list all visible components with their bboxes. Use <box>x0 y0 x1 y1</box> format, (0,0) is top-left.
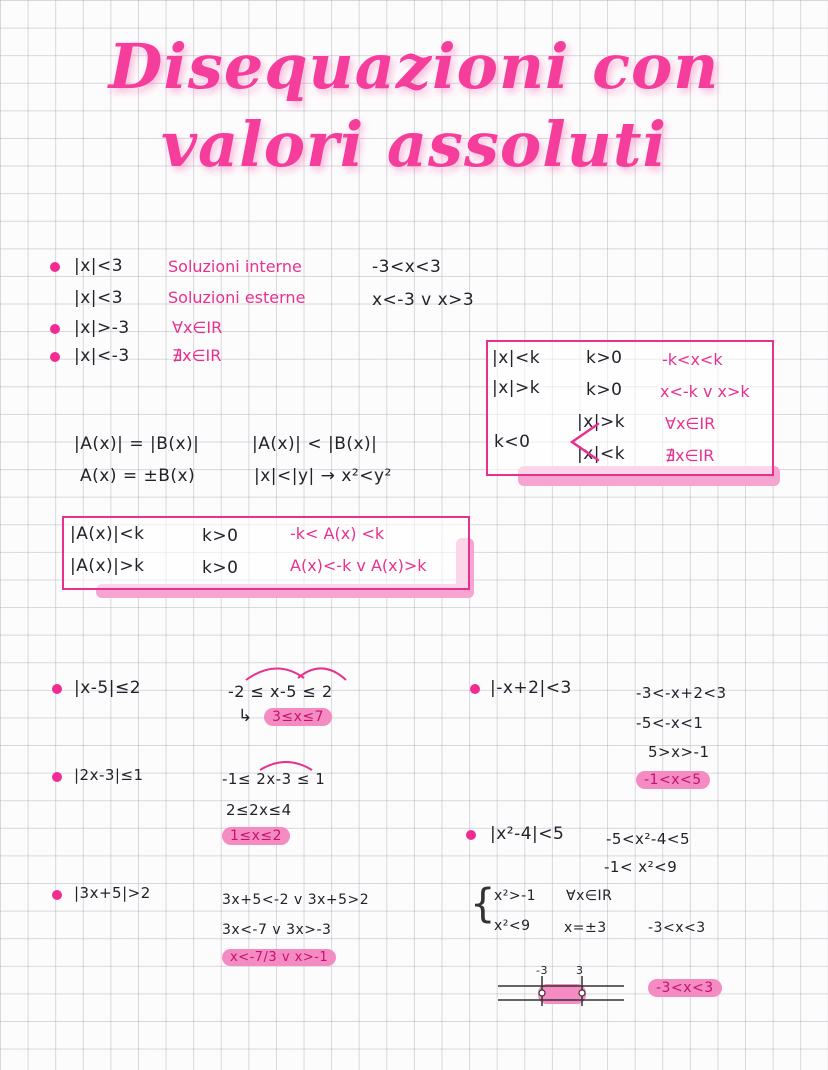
example-5-system-eq-1-result: ∀x∈IR <box>566 888 613 904</box>
compare-abs-line-2: |x|<|y| → x²<y² <box>254 466 392 486</box>
k-box-r2-solution: x<-k v x>k <box>660 382 750 401</box>
a-box-r2-inequality: |A(x)|>k <box>70 556 145 576</box>
case-1-inequality: |x|<3 <box>74 256 124 276</box>
k-box-r1-condition: k>0 <box>586 348 623 368</box>
number-line-tick-label-right: 3 <box>576 964 584 977</box>
equal-abs-line-2: A(x) = ±B(x) <box>80 466 196 486</box>
number-line-point-right <box>579 990 585 996</box>
case-3-inequality: |x|>-3 <box>74 318 130 338</box>
case-2-label: Soluzioni esterne <box>168 288 306 307</box>
k-box-r1-inequality: |x|<k <box>492 348 541 368</box>
k-box-k-negative: k<0 <box>494 432 531 452</box>
example-5-step-2: -1< x²<9 <box>604 858 678 876</box>
page-title-line-2: valori assoluti <box>160 108 668 181</box>
example-1-arrow: ↳ <box>238 706 253 726</box>
number-line-point-left <box>539 990 545 996</box>
example-5-inequality: |x²-4|<5 <box>490 824 565 844</box>
example-2-solution: 1≤x≤2 <box>222 827 290 845</box>
example-2-arc <box>260 762 312 770</box>
example-3-step-2: 3x<-7 v 3x>-3 <box>222 922 332 938</box>
example-3-inequality: |3x+5|>2 <box>74 884 151 902</box>
example-5-system-solution: -3<x<3 <box>648 920 706 936</box>
example-4-inequality: |-x+2|<3 <box>490 678 572 698</box>
example-3-step-1: 3x+5<-2 v 3x+5>2 <box>222 892 370 908</box>
example-3-solution: x<-7/3 v x>-1 <box>222 949 336 966</box>
example-2-step-1: -1≤ 2x-3 ≤ 1 <box>222 770 326 788</box>
example-5-system-eq-2-result: x=±3 <box>564 920 607 936</box>
page-title-line-1: Disequazioni con <box>108 30 720 103</box>
case-2-result: x<-3 v x>3 <box>372 290 475 310</box>
example-4-solution: -1<x<5 <box>636 771 710 789</box>
example-5-system-eq-1: x²>-1 <box>494 888 537 904</box>
k-negative-branch <box>572 424 598 460</box>
k-box-r3-solution: ∀x∈IR <box>665 414 716 433</box>
example-5-system-eq-2: x²<9 <box>494 918 531 934</box>
example-1-arc-left <box>246 668 304 680</box>
k-box-r2-condition: k>0 <box>586 380 623 400</box>
a-box-r1-condition: k>0 <box>202 526 239 546</box>
example-4-step-2: -5<-x<1 <box>636 714 704 732</box>
a-box-r2-condition: k>0 <box>202 558 239 578</box>
case-4-inequality: |x|<-3 <box>74 346 130 366</box>
k-box-r1-solution: -k<x<k <box>662 350 723 369</box>
case-2-inequality: |x|<3 <box>74 288 124 308</box>
example-1-inequality: |x-5|≤2 <box>74 678 142 698</box>
example-2-inequality: |2x-3|≤1 <box>74 766 144 784</box>
a-box-r2-solution: A(x)<-k v A(x)>k <box>290 556 427 575</box>
case-1-result: -3<x<3 <box>372 257 442 277</box>
k-box-r2-inequality: |x|>k <box>492 378 541 398</box>
case-3-label: ∀x∈IR <box>172 318 223 337</box>
compare-abs-line-1: |A(x)| < |B(x)| <box>252 434 378 454</box>
a-box-r1-inequality: |A(x)|<k <box>70 524 145 544</box>
a-box-r1-solution: -k< A(x) <k <box>290 524 385 543</box>
case-4-label: ∄x∈IR <box>172 346 222 365</box>
example-1-solution: 3≤x≤7 <box>264 708 332 726</box>
system-brace: { <box>470 881 496 927</box>
k-box-r3-inequality: |x|>k <box>577 412 626 432</box>
example-5-step-1: -5<x²-4<5 <box>606 830 690 848</box>
example-1-arc-right <box>298 668 346 680</box>
example-5-final-solution: -3<x<3 <box>648 979 722 997</box>
number-line-tick-label-left: -3 <box>536 964 548 977</box>
example-4-step-1: -3<-x+2<3 <box>636 684 727 702</box>
example-4-step-3: 5>x>-1 <box>648 743 710 761</box>
k-box-r4-inequality: |x|<k <box>577 444 626 464</box>
example-1-step-1: -2 ≤ x-5 ≤ 2 <box>228 682 333 701</box>
example-2-step-2: 2≤2x≤4 <box>226 801 292 819</box>
k-box-r4-solution: ∄x∈IR <box>665 446 715 465</box>
equal-abs-line-1: |A(x)| = |B(x)| <box>74 434 200 454</box>
case-1-label: Soluzioni interne <box>168 257 302 276</box>
